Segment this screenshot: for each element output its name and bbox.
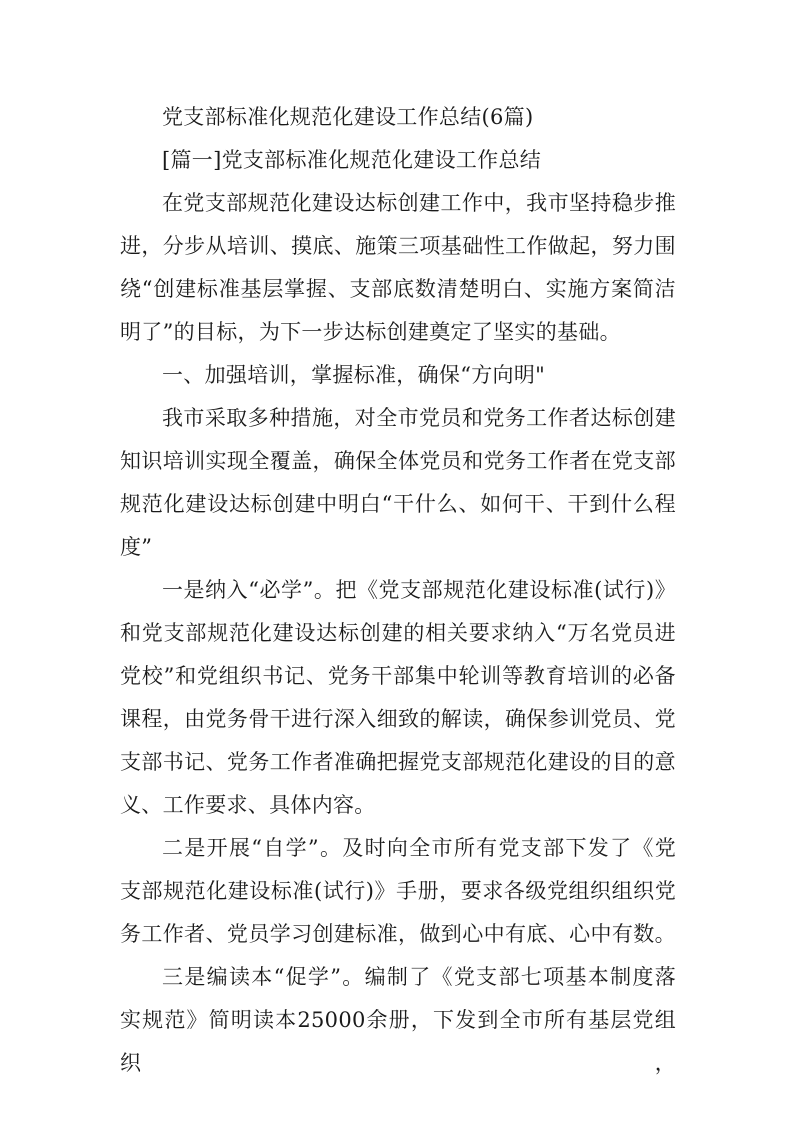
- document-title: 党支部标准化规范化建设工作总结(6篇): [162, 105, 534, 129]
- paragraph-line: 义、工作要求、具体内容。: [120, 793, 376, 817]
- paragraph-line: 在党支部规范化建设达标创建工作中，我市坚持稳步推: [162, 191, 676, 215]
- paragraph-line: 实规范》简明读本25000余册，下发到全市所有基层党组织，: [120, 1008, 676, 1075]
- paragraph-line: 明了”的目标，为下一步达标创建奠定了坚实的基础。: [120, 320, 621, 344]
- paragraph-line: 绕“创建标准基层掌握、支部底数清楚明白、实施方案简洁: [120, 277, 676, 301]
- section-heading: [篇一]党支部标准化规范化建设工作总结: [162, 148, 542, 172]
- paragraph-line: 课程，由党务骨干进行深入细致的解读，确保参训党员、党: [120, 707, 676, 731]
- paragraph-line: 支部书记、党务工作者准确把握党支部规范化建设的目的意: [120, 750, 676, 774]
- subsection-heading: 一、加强培训，掌握标准，确保“方向明": [162, 363, 546, 387]
- paragraph-line: 党校”和党组织书记、党务干部集中轮训等教育培训的必备: [120, 664, 676, 688]
- paragraph-line: 我市采取多种措施，对全市党员和党务工作者达标创建: [162, 406, 676, 430]
- paragraph-line: 二是开展“自学”。及时向全市所有党支部下发了《党: [162, 836, 676, 860]
- paragraph-line: 度”: [120, 535, 153, 559]
- paragraph-line: 知识培训实现全覆盖，确保全体党员和党务工作者在党支部: [120, 449, 676, 473]
- paragraph-line: 和党支部规范化建设达标创建的相关要求纳入“万名党员进: [120, 621, 676, 645]
- paragraph-line: 务工作者、党员学习创建标准，做到心中有底、心中有数。: [120, 922, 676, 946]
- paragraph-line: 支部规范化建设标准(试行)》手册，要求各级党组织组织党: [120, 879, 676, 903]
- paragraph-line: 规范化建设达标创建中明白“干什么、如何干、干到什么程: [120, 492, 676, 516]
- document-page: [120, 96, 676, 1075]
- paragraph-line: 一是纳入“必学”。把《党支部规范化建设标准(试行)》: [162, 578, 676, 602]
- paragraph-line: 进，分步从培训、摸底、施策三项基础性工作做起，努力围: [120, 234, 676, 258]
- paragraph-line: 三是编读本“促学”。编制了《党支部七项基本制度落: [162, 965, 676, 989]
